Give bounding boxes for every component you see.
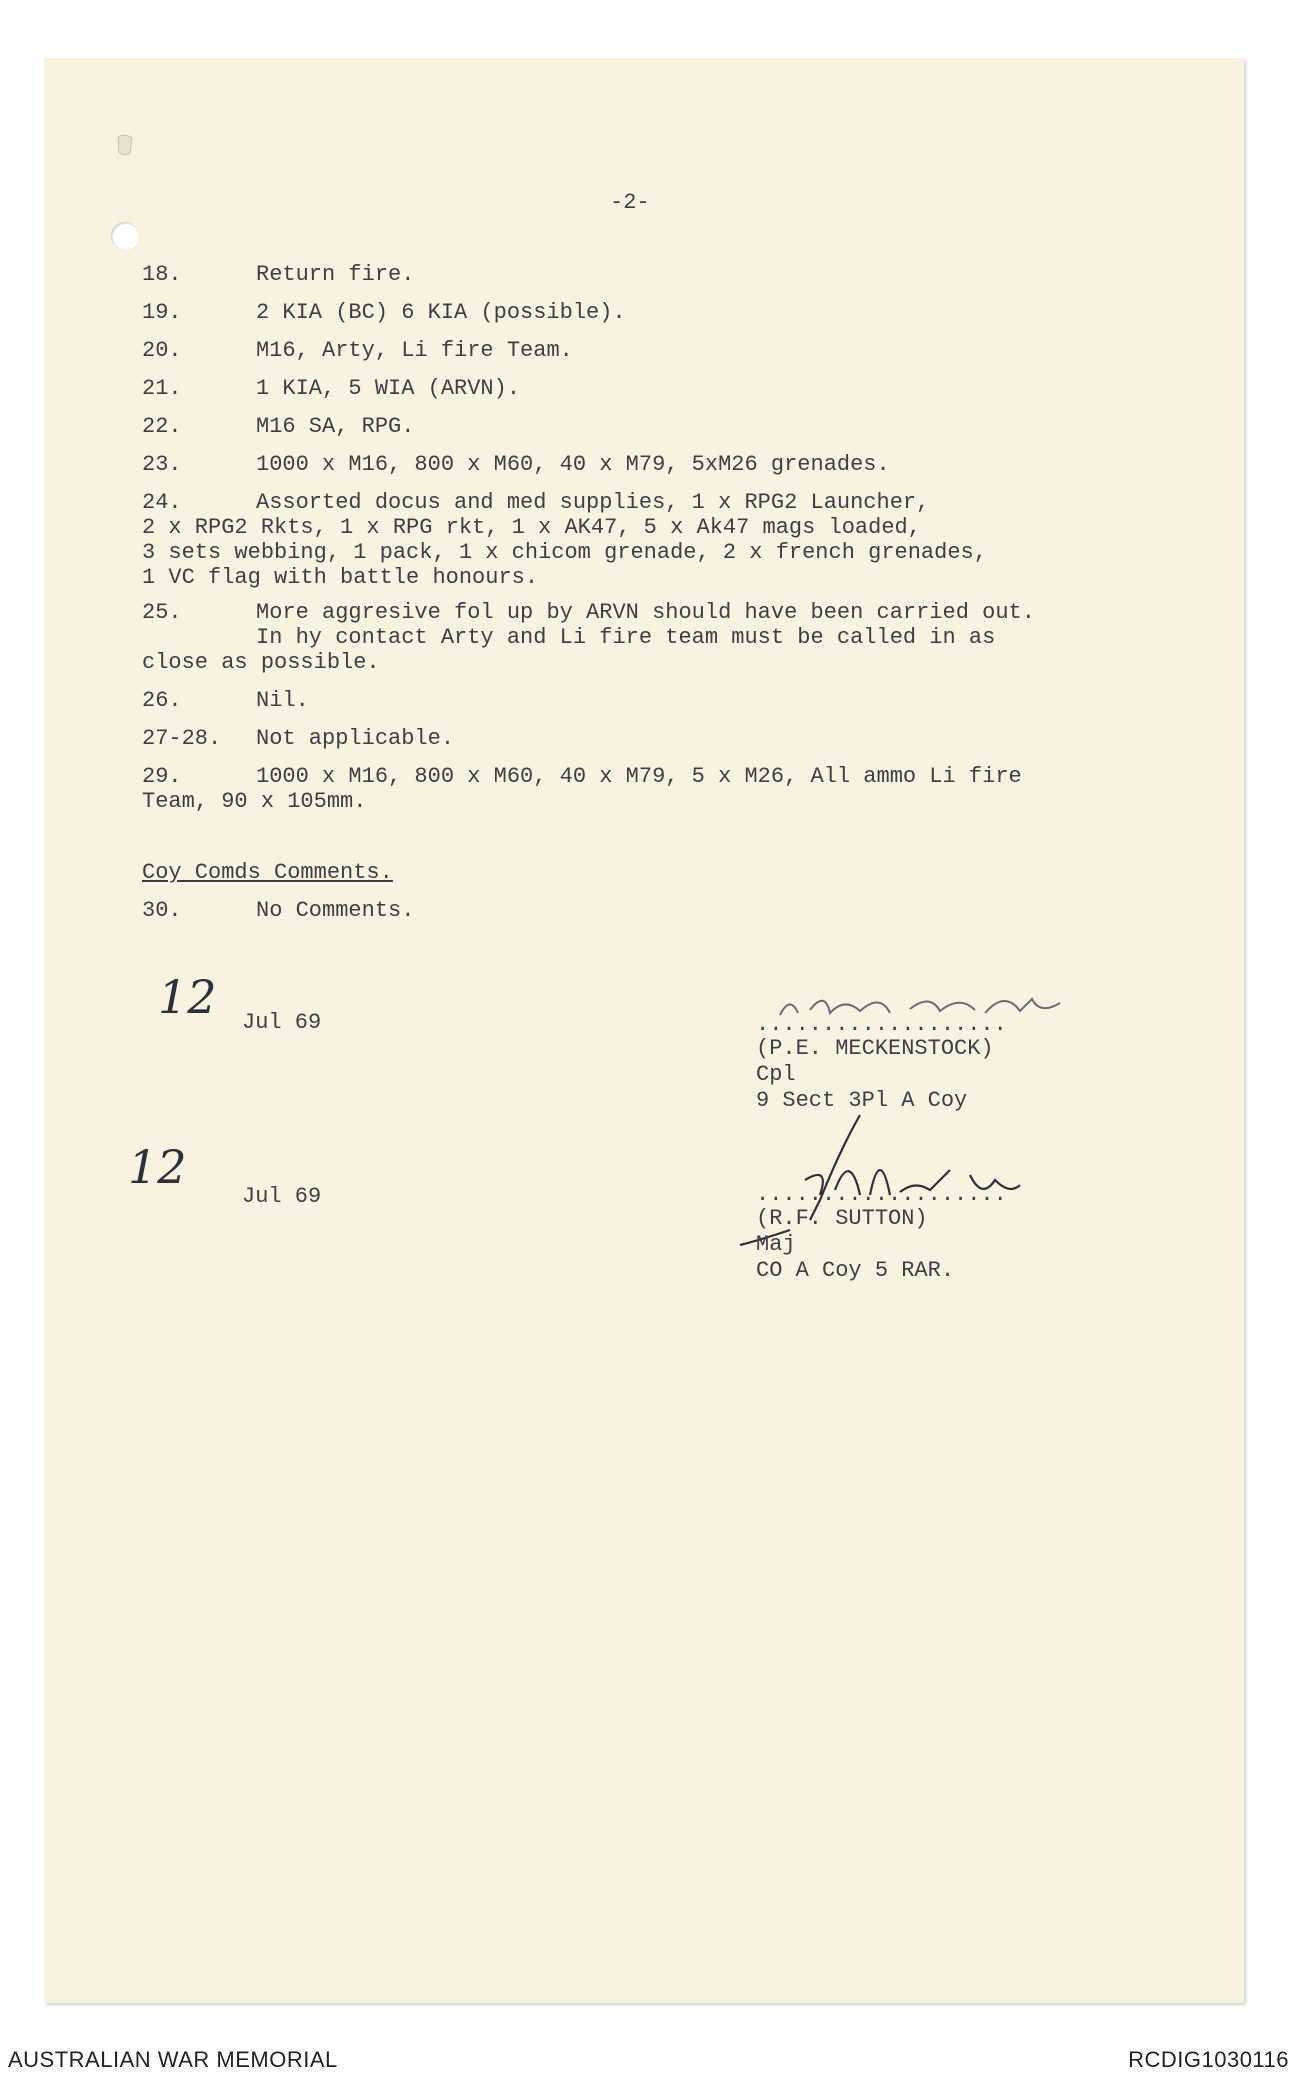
punch-hole: [111, 222, 139, 250]
signatory-rank: Maj: [756, 1232, 796, 1257]
footer-record-id: RCDIG1030116: [1128, 2047, 1289, 2072]
item-number: 21.: [142, 376, 182, 401]
item-number: 29.: [142, 764, 182, 789]
item-number: 18.: [142, 262, 182, 287]
item-text: 2 KIA (BC) 6 KIA (possible).: [256, 300, 626, 325]
coy-comments-heading: Coy Comds Comments.: [142, 860, 393, 885]
item-text: Assorted docus and med supplies, 1 x RPG2 Launcher,: [256, 490, 930, 515]
item-text: close as possible.: [142, 650, 380, 675]
item-text: Team, 90 x 105mm.: [142, 789, 367, 814]
item-text: M16, Arty, Li fire Team.: [256, 338, 573, 363]
item-text: 2 x RPG2 Rkts, 1 x RPG rkt, 1 x AK47, 5 x Ak47 mags loaded,: [142, 515, 921, 540]
signatory-unit: CO A Coy 5 RAR.: [756, 1258, 955, 1283]
item-number: 30.: [142, 898, 182, 923]
document-page: [44, 58, 1244, 2003]
handwritten-day: 12: [128, 1140, 187, 1194]
item-text: No Comments.: [256, 898, 415, 923]
typed-date: Jul 69: [242, 1184, 322, 1209]
item-text: Return fire.: [256, 262, 415, 287]
item-text: 1 VC flag with battle honours.: [142, 565, 539, 590]
item-text: In hy contact Arty and Li fire team must be called in as: [256, 625, 996, 650]
item-number: 26.: [142, 688, 182, 713]
item-text: M16 SA, RPG.: [256, 414, 415, 439]
item-number: 23.: [142, 452, 182, 477]
item-number: 25.: [142, 600, 182, 625]
item-number: 19.: [142, 300, 182, 325]
item-text: Not applicable.: [256, 726, 455, 751]
signatory-name: (P.E. MECKENSTOCK): [756, 1036, 994, 1061]
signature-dots: ...................: [756, 1182, 1007, 1207]
item-text: 1 KIA, 5 WIA (ARVN).: [256, 376, 521, 401]
signature-dots: ...................: [756, 1012, 1007, 1037]
item-text: 1000 x M16, 800 x M60, 40 x M79, 5 x M26, All ammo Li fire: [256, 764, 1022, 789]
item-text: 3 sets webbing, 1 pack, 1 x chicom grenade, 2 x french grenades,: [142, 540, 987, 565]
signatory-rank: Cpl: [756, 1062, 796, 1087]
handwritten-day: 12: [158, 970, 217, 1024]
page-number: -2-: [610, 190, 650, 215]
footer-institution: AUSTRALIAN WAR MEMORIAL: [8, 2047, 338, 2072]
staple-mark-icon: [114, 133, 136, 159]
item-text: 1000 x M16, 800 x M60, 40 x M79, 5xM26 grenades.: [256, 452, 890, 477]
typed-date: Jul 69: [242, 1010, 322, 1035]
item-number: 24.: [142, 490, 182, 515]
item-text: More aggresive fol up by ARVN should have been carried out.: [256, 600, 1035, 625]
item-text: Nil.: [256, 688, 309, 713]
item-number: 20.: [142, 338, 182, 363]
signatory-name: (R.F. SUTTON): [756, 1206, 928, 1231]
signatory-unit: 9 Sect 3Pl A Coy: [756, 1088, 968, 1113]
item-number: 22.: [142, 414, 182, 439]
item-number: 27-28.: [142, 726, 222, 751]
